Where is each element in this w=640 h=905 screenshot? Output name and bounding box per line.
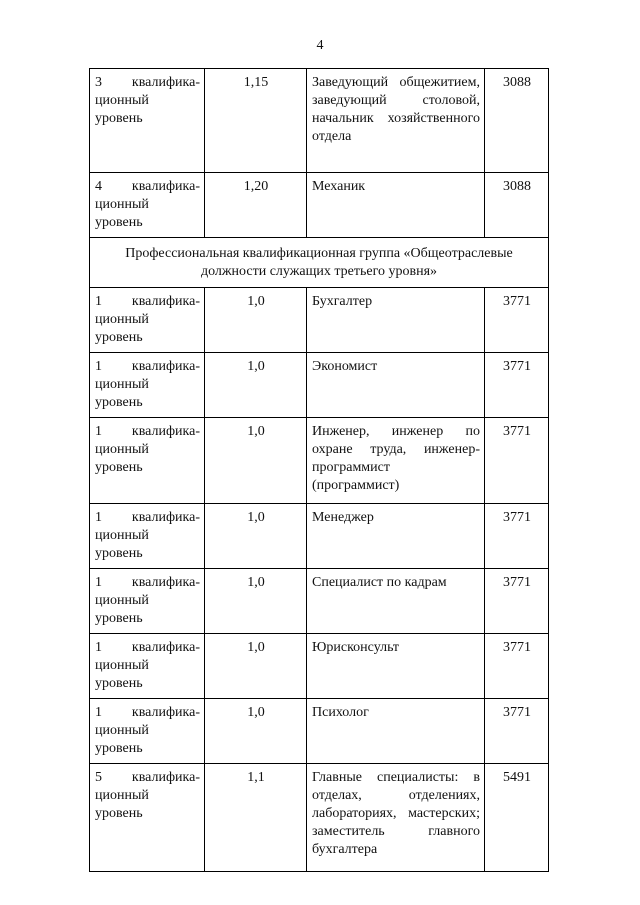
- salary-cell: 3771: [485, 418, 549, 504]
- salary-table-body: [90, 69, 549, 872]
- position-cell: Экономист: [307, 353, 485, 418]
- qualification-level-word: квалифика-: [131, 510, 200, 525]
- qualification-level-text: ционный: [95, 93, 149, 108]
- qualification-level-word: квалифика-: [131, 575, 200, 590]
- qualification-level-number: 1: [95, 705, 102, 720]
- salary-table: [89, 68, 549, 872]
- qualification-level-word: квалифика-: [131, 705, 200, 720]
- table-row: [90, 569, 549, 634]
- qualification-level-text: уровень: [95, 676, 143, 691]
- qualification-level-word: квалифика-: [131, 424, 200, 439]
- group-header-row: [90, 238, 549, 288]
- qualification-level-line: [95, 639, 200, 657]
- qualification-level-cell: [90, 288, 205, 353]
- qualification-level-text: ционный: [95, 593, 149, 608]
- qualification-level-word: квалифика-: [131, 179, 200, 194]
- qualification-level-text: ционный: [95, 723, 149, 738]
- qualification-level-cell: [90, 418, 205, 504]
- qualification-level-number: 1: [95, 294, 102, 309]
- salary-cell: 3771: [485, 353, 549, 418]
- coefficient-cell: 1,0: [205, 699, 307, 764]
- qualification-level-line: [95, 178, 200, 196]
- salary-cell: 3771: [485, 634, 549, 699]
- qualification-level-line: [95, 358, 200, 376]
- salary-cell: 3771: [485, 288, 549, 353]
- group-title: Профессиональная квалификационная группа «Общеотраслевые должности служащих третьего уровня»: [90, 238, 549, 288]
- table-row: [90, 764, 549, 872]
- salary-cell: 3088: [485, 173, 549, 238]
- coefficient-cell: 1,0: [205, 634, 307, 699]
- qualification-level-cell: [90, 764, 205, 872]
- salary-cell: 3771: [485, 699, 549, 764]
- qualification-level-word: квалифика-: [131, 359, 200, 374]
- qualification-level-text: ционный: [95, 197, 149, 212]
- qualification-level-number: 1: [95, 424, 102, 439]
- salary-cell: 3771: [485, 569, 549, 634]
- qualification-level-text: уровень: [95, 460, 143, 475]
- qualification-level-text: ционный: [95, 377, 149, 392]
- table-row: [90, 504, 549, 569]
- table-row: [90, 288, 549, 353]
- coefficient-cell: 1,0: [205, 569, 307, 634]
- qualification-level-word: квалифика-: [131, 770, 200, 785]
- position-cell: Механик: [307, 173, 485, 238]
- qualification-level-text: ционный: [95, 658, 149, 673]
- table-row: [90, 634, 549, 699]
- qualification-level-word: квалифика-: [131, 640, 200, 655]
- qualification-level-text: уровень: [95, 806, 143, 821]
- coefficient-cell: 1,0: [205, 418, 307, 504]
- qualification-level-number: 1: [95, 575, 102, 590]
- qualification-level-text: уровень: [95, 611, 143, 626]
- table-row: [90, 418, 549, 504]
- table-row: [90, 353, 549, 418]
- qualification-level-line: [95, 509, 200, 527]
- salary-cell: 3771: [485, 504, 549, 569]
- qualification-level-line: [95, 293, 200, 311]
- qualification-level-text: ционный: [95, 312, 149, 327]
- qualification-level-cell: [90, 353, 205, 418]
- qualification-level-line: [95, 704, 200, 722]
- position-cell: Бухгалтер: [307, 288, 485, 353]
- qualification-level-text: уровень: [95, 111, 143, 126]
- qualification-level-text: ционный: [95, 528, 149, 543]
- qualification-level-cell: [90, 69, 205, 173]
- qualification-level-line: [95, 74, 200, 92]
- qualification-level-text: уровень: [95, 395, 143, 410]
- salary-cell: 3088: [485, 69, 549, 173]
- qualification-level-number: 5: [95, 770, 102, 785]
- qualification-level-number: 1: [95, 359, 102, 374]
- position-cell: Менеджер: [307, 504, 485, 569]
- qualification-level-cell: [90, 634, 205, 699]
- qualification-level-number: 1: [95, 640, 102, 655]
- coefficient-cell: 1,0: [205, 504, 307, 569]
- qualification-level-number: 4: [95, 179, 102, 194]
- qualification-level-word: квалифика-: [131, 294, 200, 309]
- table-row: [90, 69, 549, 173]
- qualification-level-text: уровень: [95, 546, 143, 561]
- qualification-level-text: уровень: [95, 215, 143, 230]
- qualification-level-cell: [90, 699, 205, 764]
- qualification-level-line: [95, 423, 200, 441]
- qualification-level-cell: [90, 569, 205, 634]
- qualification-level-cell: [90, 173, 205, 238]
- coefficient-cell: 1,15: [205, 69, 307, 173]
- position-cell: Юрисконсульт: [307, 634, 485, 699]
- qualification-level-text: уровень: [95, 330, 143, 345]
- qualification-level-line: [95, 769, 200, 787]
- page-number: 4: [316, 38, 324, 53]
- qualification-level-word: квалифика-: [131, 75, 200, 90]
- qualification-level-line: [95, 574, 200, 592]
- coefficient-cell: 1,0: [205, 353, 307, 418]
- coefficient-cell: 1,0: [205, 288, 307, 353]
- position-cell: Заведующий общежитием, заведующий столовой, начальник хозяйственного отдела: [307, 69, 485, 173]
- qualification-level-number: 1: [95, 510, 102, 525]
- qualification-level-text: уровень: [95, 741, 143, 756]
- qualification-level-text: ционный: [95, 442, 149, 457]
- salary-cell: 5491: [485, 764, 549, 872]
- table-row: [90, 173, 549, 238]
- qualification-level-cell: [90, 504, 205, 569]
- qualification-level-text: ционный: [95, 788, 149, 803]
- position-cell: Инженер, инженер по охране труда, инженер-программист (программист): [307, 418, 485, 504]
- table-row: [90, 699, 549, 764]
- qualification-level-number: 3: [95, 75, 102, 90]
- coefficient-cell: 1,1: [205, 764, 307, 872]
- position-cell: Главные специалисты: в отделах, отделениях, лабораториях, мастерских; заместитель главного бухгалтера: [307, 764, 485, 872]
- position-cell: Специалист по кадрам: [307, 569, 485, 634]
- coefficient-cell: 1,20: [205, 173, 307, 238]
- position-cell: Психолог: [307, 699, 485, 764]
